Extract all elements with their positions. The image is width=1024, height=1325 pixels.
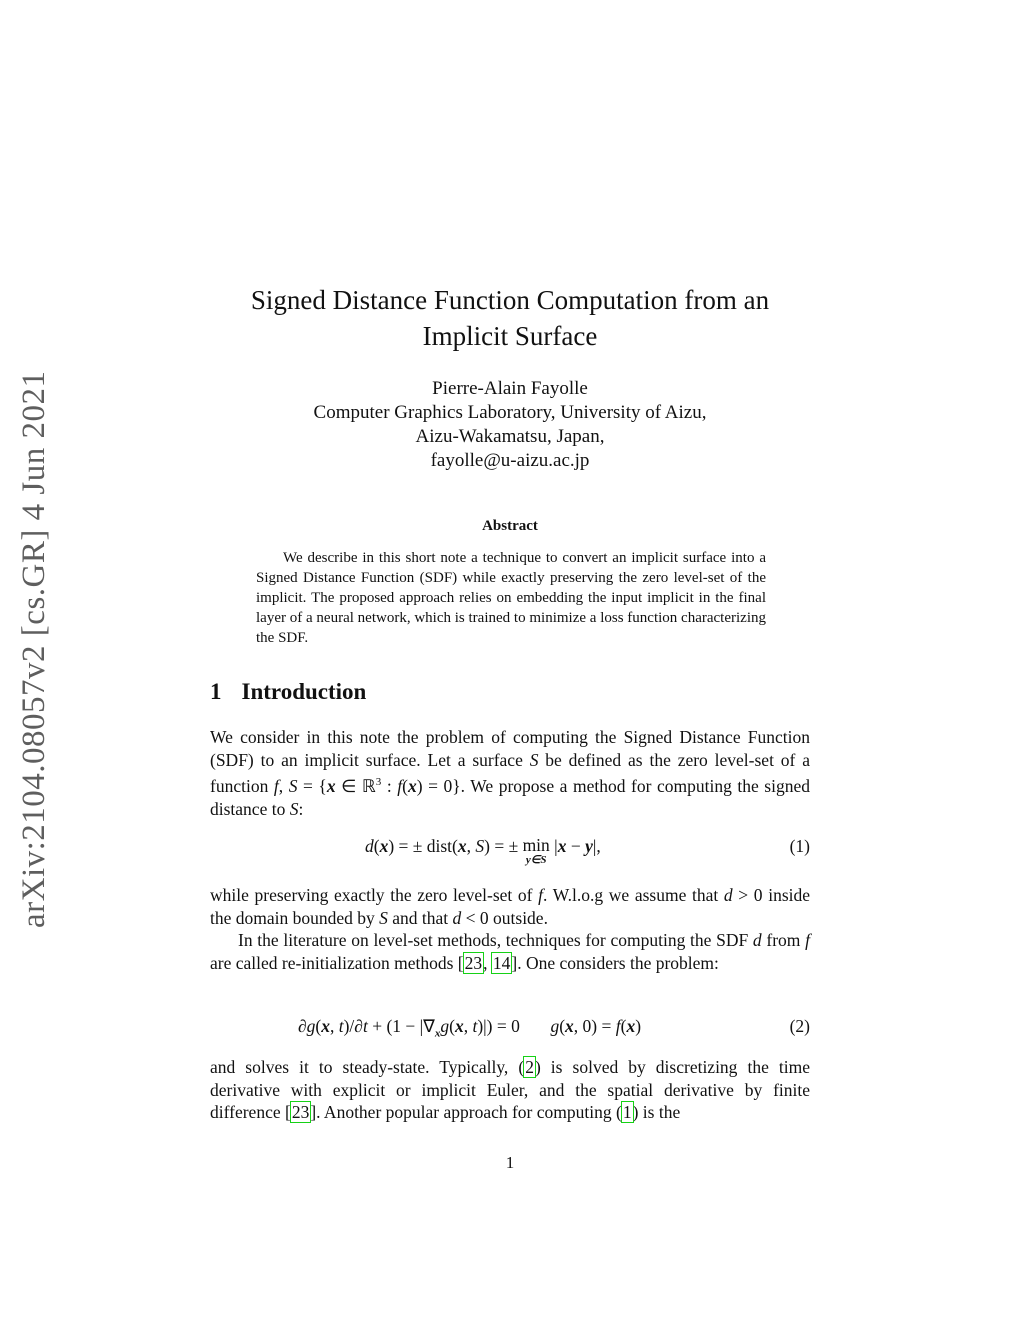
abstract-heading: Abstract xyxy=(482,518,538,534)
intro-paragraph-3: In the literature on level-set methods, techniques for computing the SDF d from f are called re-initialization methods [23, 14]. One considers the problem: xyxy=(210,930,810,973)
equation-2-body: ∂g(x, $t)/\partial t + (1 - |\nabla_xg(x$, t)|) = 0 g(x, 0) = f(x) xyxy=(298,1016,642,1040)
author-email[interactable]: fayolle@u-aizu.ac.jp xyxy=(430,450,590,471)
citation-link[interactable]: 23 xyxy=(464,952,483,973)
equation-1-tag: (1) xyxy=(789,836,810,856)
affiliation-line-2: Aizu-Wakamatsu, Japan, xyxy=(415,426,605,447)
section-heading xyxy=(210,679,366,705)
title-line-1: Signed Distance Function Computation from an xyxy=(250,285,770,315)
intro-paragraph-2: while preserving exactly the zero level-set of f. W.l.o.g we assume that d > 0 inside the domain bounded by S and that d < 0 outside. xyxy=(210,885,811,928)
citation-link[interactable]: 14 xyxy=(492,952,511,973)
abstract-text: We describe in this short note a technique to convert an implicit surface into a Signed Distance Function (SDF) while exactly preserving the zero level-set of the implicit. The proposed approach relies on embedding the input implicit in the final layer of a neural network, which is trained to minimize a loss function characterizing the SDF. xyxy=(256,550,766,646)
section-title: Introduction xyxy=(241,679,367,704)
title-line-2: Implicit Surface xyxy=(422,321,598,351)
equation-1-body: d(x) = ± dist(x, S) = ± min y∈S |x − y|, xyxy=(365,835,601,866)
arxiv-identifier: arXiv:2104.08057v2 [cs.GR] 4 Jun 2021 xyxy=(16,370,52,928)
section-number: 1 xyxy=(210,679,222,704)
equation-link[interactable]: 1 xyxy=(622,1102,632,1123)
paper-title xyxy=(180,282,840,354)
citation-link[interactable]: 23 xyxy=(291,1102,310,1123)
author-block xyxy=(180,377,840,473)
min-operator: min y∈S xyxy=(522,835,550,866)
affiliation-line-1: Computer Graphics Laboratory, University of Aizu, xyxy=(313,402,707,423)
equation-2-tag: (2) xyxy=(789,1016,810,1036)
intro-paragraph-1: We consider in this note the problem of computing the Signed Distance Function (SDF) to an implicit surface. Let a surface S be defined as the zero level-set of a function f, S = {x ∈ ℝ$^3$ : f(x) = 0}. We propose a method for computing the signed distance to S: xyxy=(210,727,811,819)
equation-link[interactable]: 2 xyxy=(525,1057,534,1077)
intro-paragraph-4: and solves it to steady-state. Typically, (2) is solved by discretizing the time derivative with explicit or implicit Euler, and the spatial derivative by finite difference [23]. Another popular approach for computing (1) is the xyxy=(210,1057,811,1123)
author-name: Pierre-Alain Fayolle xyxy=(432,378,588,399)
page-number: 1 xyxy=(505,1153,515,1172)
